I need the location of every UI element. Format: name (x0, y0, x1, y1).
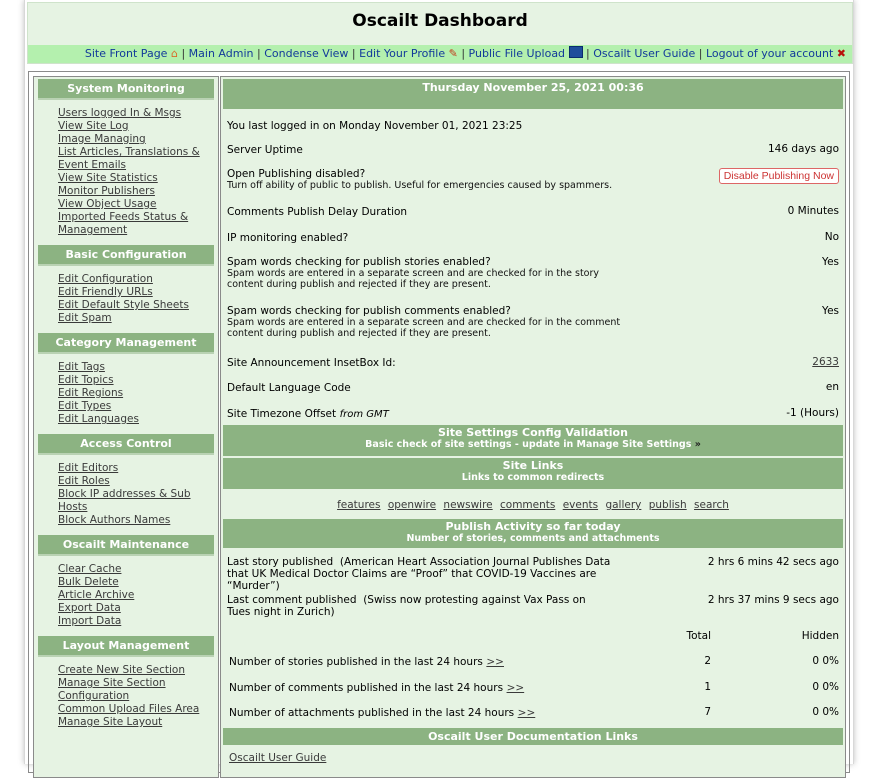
timezone-from: from GMT (339, 409, 389, 420)
disable-publishing-button[interactable]: Disable Publishing Now (719, 168, 839, 184)
date-bar (223, 79, 843, 109)
sidebar-item-users-logged-in[interactable]: Users logged In & Msgs (58, 107, 182, 119)
open-publishing-description: Turn off ability of public to publish. Useful for emergencies caused by spammers. (227, 180, 613, 191)
site-links-subtitle: Links to common redirects (461, 472, 605, 483)
sidebar-item-import-data[interactable]: Import Data (58, 615, 122, 627)
sidebar-heading: Basic Configuration (38, 245, 214, 266)
sidebar-item-edit-regions[interactable]: Edit Regions (58, 387, 124, 399)
uptime-row (221, 143, 845, 156)
last-comment-label: Last comment published (227, 594, 357, 606)
spam-stories-description-line2: content during publish and rejected if they are present. (227, 279, 491, 290)
last-story-title: (American Heart Association Journal Publishes Data that UK Medical Doctor Claims are “Proof” that COVID-19 Vaccines are “Murder”) (227, 556, 611, 592)
stats-stories-more-link[interactable]: >> (486, 656, 504, 668)
validation-title: Site Settings Config Validation (438, 426, 628, 439)
site-link-events[interactable]: events (562, 499, 599, 511)
sidebar-heading: Layout Management (38, 636, 214, 657)
sidebar-heading: Oscailt Maintenance (38, 535, 214, 556)
stats-total-header: Total (686, 630, 711, 642)
last-comment-title: (Swiss now protesting against Vax Pass on Tues night in Zurich) (227, 594, 586, 618)
stats-stories-hidden: 0 (812, 655, 819, 667)
expand-chevron-icon[interactable]: » (694, 439, 701, 450)
stats-header-row (221, 630, 845, 644)
announcement-label: Site Announcement InsetBox Id: (227, 357, 396, 369)
stats-row-attachments (221, 706, 845, 720)
open-publishing-row (221, 168, 845, 196)
stats-attachments-label: Number of attachments published in the last 24 hours (229, 707, 515, 719)
sidebar-item-view-site-statistics[interactable]: View Site Statistics (58, 172, 158, 184)
uptime-value: 146 days ago (767, 143, 839, 155)
sidebar-item-edit-topics[interactable]: Edit Topics (58, 374, 114, 386)
sidebar (33, 76, 219, 778)
last-comment-row (221, 594, 845, 620)
timezone-value: -1 (Hours) (786, 407, 839, 419)
sidebar-item-edit-spam[interactable]: Edit Spam (58, 312, 112, 324)
ip-monitoring-label: IP monitoring enabled? (227, 232, 349, 244)
site-link-features[interactable]: features (337, 499, 381, 511)
site-links-list (221, 489, 845, 517)
spam-comments-description-line1: Spam words are entered in a separate screen and are checked for in the comment (227, 317, 621, 328)
sidebar-item-edit-default-style-sheets[interactable]: Edit Default Style Sheets (58, 299, 189, 311)
comments-delay-row (221, 205, 845, 218)
last-login-text: You last logged in on Monday November 01, 2021 23:25 (227, 120, 523, 132)
sidebar-item-image-managing[interactable]: Image Managing (58, 133, 146, 145)
sidebar-item-bulk-delete[interactable]: Bulk Delete (58, 576, 119, 588)
sidebar-item-export-data[interactable]: Export Data (58, 602, 121, 614)
stats-attachments-total: 7 (704, 706, 711, 718)
home-icon: ⌂ (170, 47, 178, 60)
spam-comments-row (221, 305, 845, 343)
stats-attachments-more-link[interactable]: >> (517, 707, 536, 719)
sidebar-item-clear-cache[interactable]: Clear Cache (58, 563, 122, 575)
current-datetime: Thursday November 25, 2021 00:36 (422, 81, 644, 94)
sidebar-item-view-object-usage[interactable]: View Object Usage (58, 198, 157, 210)
image-upload-icon (569, 46, 583, 58)
sidebar-item-edit-roles[interactable]: Edit Roles (58, 475, 110, 487)
pencil-icon: ✎ (448, 47, 458, 60)
sidebar-item-block-authors[interactable]: Block Authors Names (58, 514, 171, 526)
sidebar-section-oscailt-maintenance (34, 535, 218, 634)
sidebar-item-edit-types[interactable]: Edit Types (58, 400, 112, 412)
comments-delay-value: 0 Minutes (787, 205, 839, 217)
nav-public-file-upload[interactable]: Public File Upload (468, 47, 566, 60)
spam-comments-value: Yes (822, 305, 839, 317)
nav-main-admin[interactable]: Main Admin (188, 47, 254, 60)
sidebar-item-edit-friendly-urls[interactable]: Edit Friendly URLs (58, 286, 153, 298)
sidebar-item-imported-feeds[interactable]: Imported Feeds Status & Management (58, 211, 189, 236)
sidebar-item-edit-configuration[interactable]: Edit Configuration (58, 273, 153, 285)
publish-activity-title: Publish Activity so far today (445, 520, 621, 533)
stats-hidden-header: Hidden (801, 630, 839, 642)
docs-bar (223, 728, 843, 745)
stats-stories-label: Number of stories published in the last 24 hours (229, 656, 483, 668)
timezone-label: Site Timezone Offset (227, 408, 337, 420)
sidebar-heading: Category Management (38, 333, 214, 354)
nav-logout[interactable]: Logout of your account (705, 47, 834, 60)
timezone-row (221, 407, 845, 420)
stats-comments-total: 1 (704, 681, 711, 693)
stats-comments-more-link[interactable]: >> (506, 682, 525, 694)
sidebar-heading: Access Control (38, 434, 214, 455)
site-link-comments[interactable]: comments (500, 499, 556, 511)
stats-row-comments (221, 681, 845, 695)
language-value: en (825, 381, 839, 393)
sidebar-item-list-articles[interactable]: List Articles, Translations & Event Emails (58, 146, 200, 171)
sidebar-item-manage-site-section[interactable]: Manage Site Section Configuration (58, 677, 166, 702)
sidebar-item-view-site-log[interactable]: View Site Log (58, 120, 129, 132)
publish-activity-subtitle: Number of stories, comments and attachments (406, 533, 660, 544)
sidebar-item-edit-languages[interactable]: Edit Languages (58, 413, 139, 425)
stats-comments-pct: 0% (822, 681, 839, 693)
stats-comments-hidden: 0 (812, 681, 819, 693)
sidebar-item-create-site-section[interactable]: Create New Site Section (58, 664, 185, 676)
site-link-search[interactable]: search (694, 499, 729, 511)
sidebar-section-category-management (34, 333, 218, 432)
spam-comments-label: Spam words checking for publish comments enabled? (227, 305, 511, 317)
sidebar-item-edit-tags[interactable]: Edit Tags (58, 361, 105, 373)
site-link-publish[interactable]: publish (648, 499, 687, 511)
ip-monitoring-row (221, 231, 845, 244)
site-link-gallery[interactable]: gallery (605, 499, 642, 511)
page-header (27, 2, 853, 64)
spam-stories-row (221, 256, 845, 294)
last-comment-ago: 2 hrs 37 mins 9 secs ago (707, 594, 839, 606)
stats-row-stories (221, 655, 845, 669)
spam-stories-label: Spam words checking for publish stories enabled? (227, 256, 491, 268)
announcement-id-link[interactable]: 2633 (812, 356, 839, 368)
nav-user-guide[interactable]: Oscailt User Guide (593, 47, 696, 60)
content-area (28, 71, 850, 773)
spam-comments-description-line2: content during publish and rejected if they are present. (227, 328, 491, 339)
open-publishing-label: Open Publishing disabled? (227, 168, 366, 180)
sidebar-section-access-control (34, 434, 218, 533)
announcement-row (221, 356, 845, 369)
language-row (221, 381, 845, 394)
nav-edit-profile[interactable]: Edit Your Profile (359, 47, 446, 60)
docs-user-guide-link[interactable]: Oscailt User Guide (229, 752, 327, 764)
site-link-openwire[interactable]: openwire (387, 499, 437, 511)
ip-monitoring-value: No (824, 231, 839, 243)
nav-site-front-page[interactable]: Site Front Page (84, 47, 168, 60)
sidebar-item-monitor-publishers[interactable]: Monitor Publishers (58, 185, 155, 197)
sidebar-item-manage-site-layout[interactable]: Manage Site Layout (58, 716, 163, 728)
stats-stories-total: 2 (704, 655, 711, 667)
docs-title: Oscailt User Documentation Links (428, 730, 638, 743)
site-links-bar (223, 458, 843, 489)
last-story-label: Last story published (227, 556, 334, 568)
sidebar-heading: System Monitoring (38, 79, 214, 100)
nav-condense-view[interactable]: Condense View (264, 47, 349, 60)
last-story-ago: 2 hrs 6 mins 42 secs ago (707, 556, 839, 568)
page-title: Oscailt Dashboard (352, 11, 528, 31)
uptime-label: Server Uptime (227, 144, 303, 156)
sidebar-item-edit-editors[interactable]: Edit Editors (58, 462, 119, 474)
comments-delay-label: Comments Publish Delay Duration (227, 206, 408, 218)
sidebar-item-article-archive[interactable]: Article Archive (58, 589, 135, 601)
sidebar-section-system-monitoring (34, 79, 218, 243)
language-label: Default Language Code (227, 382, 351, 394)
last-login-row (221, 119, 845, 132)
site-link-newswire[interactable]: newswire (443, 499, 493, 511)
validation-bar (223, 425, 843, 456)
validation-subtitle: Basic check of site settings - update in Manage Site Settings (365, 439, 692, 450)
stats-attachments-hidden: 0 (812, 706, 819, 718)
sidebar-item-common-upload-files[interactable]: Common Upload Files Area (58, 703, 200, 715)
top-nav: Site Front Page ⌂ | Main Admin | Condense View | Edit Your Profile ✎ | Public File Upload | Oscailt User Guide | Logout of your account ✖ (28, 45, 852, 63)
stats-comments-label: Number of comments published in the last 24 hours (229, 682, 504, 694)
close-icon: ✖ (836, 47, 846, 60)
spam-stories-value: Yes (822, 256, 839, 268)
page-frame (24, 0, 854, 764)
sidebar-section-layout-management (34, 636, 218, 735)
sidebar-item-block-ip[interactable]: Block IP addresses & Sub Hosts (58, 488, 191, 513)
spam-stories-description-line1: Spam words are entered in a separate screen and are checked for in the story (227, 268, 600, 279)
last-story-row (221, 556, 845, 592)
docs-row (221, 751, 845, 764)
stats-attachments-pct: 0% (822, 706, 839, 718)
site-links-title: Site Links (502, 459, 564, 472)
sidebar-section-basic-configuration (34, 245, 218, 331)
publish-activity-bar (223, 519, 843, 548)
dashboard-main (220, 76, 846, 778)
stats-stories-pct: 0% (822, 655, 839, 667)
